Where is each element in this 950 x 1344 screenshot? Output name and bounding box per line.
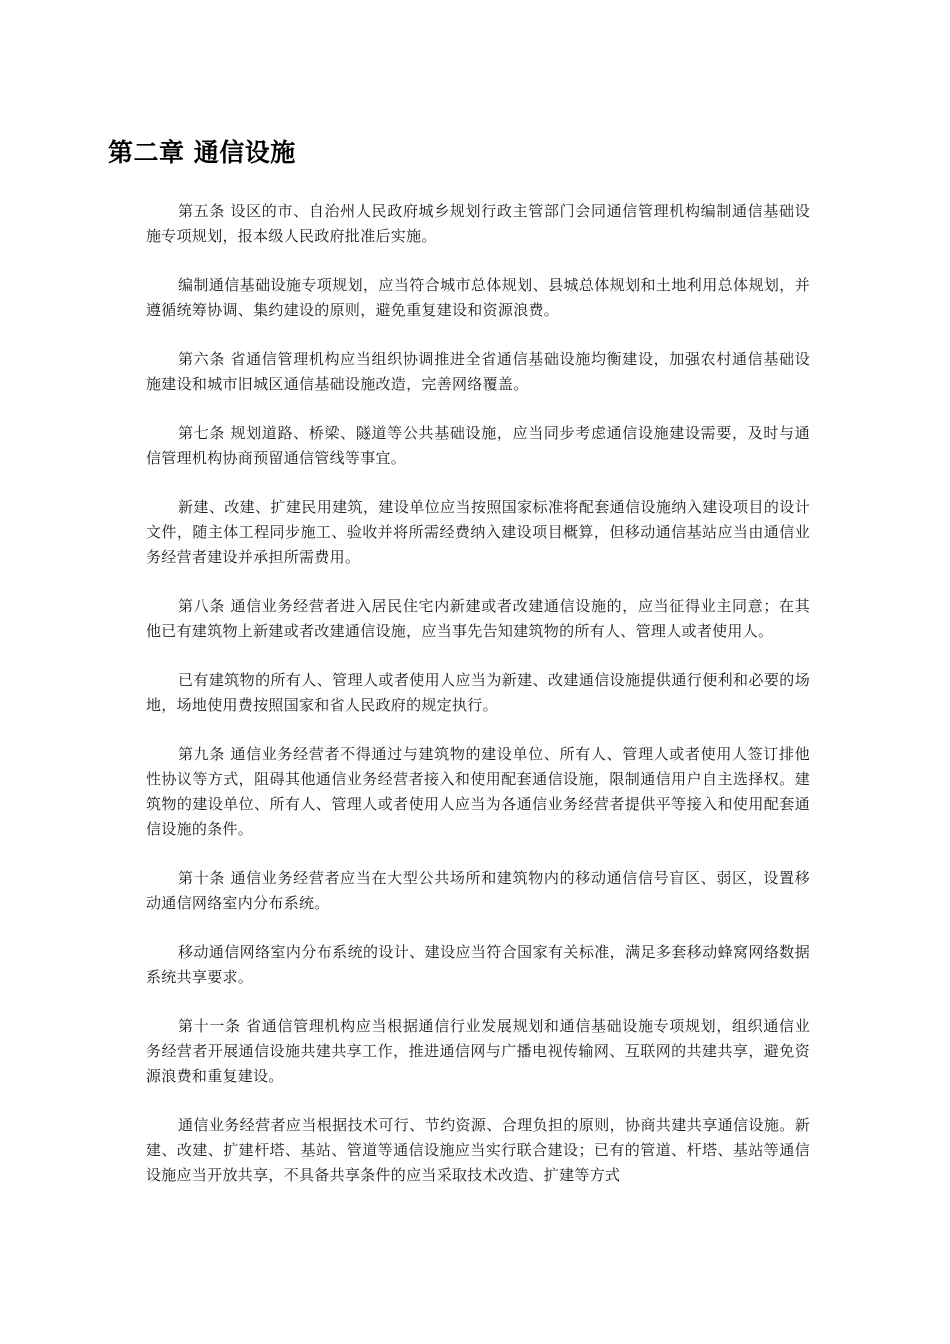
paragraph-article-11-sharing: 通信业务经营者应当根据技术可行、节约资源、合理负担的原则，协商共建共享通信设施。新建、改建、扩建杆塔、基站、管道等通信设施应当实行联合建设；已有的管道、杆塔、基站等通信设施应当开放共享，不具备共享条件的应当采取技术改造、扩建等方式 (146, 1116, 810, 1184)
paragraph-article-7: 第七条 规划道路、桥梁、隧道等公共基础设施，应当同步考虑通信设施建设需要，及时与通信管理机构协商预留通信管线等事宜。 (146, 424, 810, 467)
paragraph-article-5: 第五条 设区的市、自治州人民政府城乡规划行政主管部门会同通信管理机构编制通信基础设施专项规划，报本级人民政府批准后实施。 (146, 202, 810, 245)
paragraph-article-6: 第六条 省通信管理机构应当组织协调推进全省通信基础设施均衡建设，加强农村通信基础设施建设和城市旧城区通信基础设施改造，完善网络覆盖。 (146, 350, 810, 393)
paragraph-article-7-buildings: 新建、改建、扩建民用建筑，建设单位应当按照国家标准将配套通信设施纳入建设项目的设计文件，随主体工程同步施工、验收并将所需经费纳入建设项目概算，但移动通信基站应当由通信业务经营者建设并承担所需费用。 (146, 498, 810, 566)
paragraph-article-11: 第十一条 省通信管理机构应当根据通信行业发展规划和通信基础设施专项规划，组织通信业务经营者开展通信设施共建共享工作，推进通信网与广播电视传输网、互联网的共建共享，避免资源浪费和重复建设。 (146, 1017, 810, 1085)
paragraph-article-5-planning: 编制通信基础设施专项规划，应当符合城市总体规划、县城总体规划和土地利用总体规划，并遵循统筹协调、集约建设的原则，避免重复建设和资源浪费。 (146, 276, 810, 319)
paragraph-article-8: 第八条 通信业务经营者进入居民住宅内新建或者改建通信设施的，应当征得业主同意；在其他已有建筑物上新建或者改建通信设施，应当事先告知建筑物的所有人、管理人或者使用人。 (146, 597, 810, 640)
paragraph-article-10-indoor-system: 移动通信网络室内分布系统的设计、建设应当符合国家有关标准，满足多套移动蜂窝网络数据系统共享要求。 (146, 943, 810, 986)
paragraph-article-8-existing-buildings: 已有建筑物的所有人、管理人或者使用人应当为新建、改建通信设施提供通行便利和必要的场地，场地使用费按照国家和省人民政府的规定执行。 (146, 671, 810, 714)
paragraph-article-10: 第十条 通信业务经营者应当在大型公共场所和建筑物内的移动通信信号盲区、弱区，设置移动通信网络室内分布系统。 (146, 869, 810, 912)
chapter-title: 第二章 通信设施 (108, 138, 296, 167)
paragraph-article-9: 第九条 通信业务经营者不得通过与建筑物的建设单位、所有人、管理人或者使用人签订排他性协议等方式，阻碍其他通信业务经营者接入和使用配套通信设施，限制通信用户自主选择权。建筑物的建设单位、所有人、管理人或者使用人应当为各通信业务经营者提供平等接入和使用配套通信设施的条件。 (146, 745, 810, 838)
document-body (146, 199, 810, 1212)
